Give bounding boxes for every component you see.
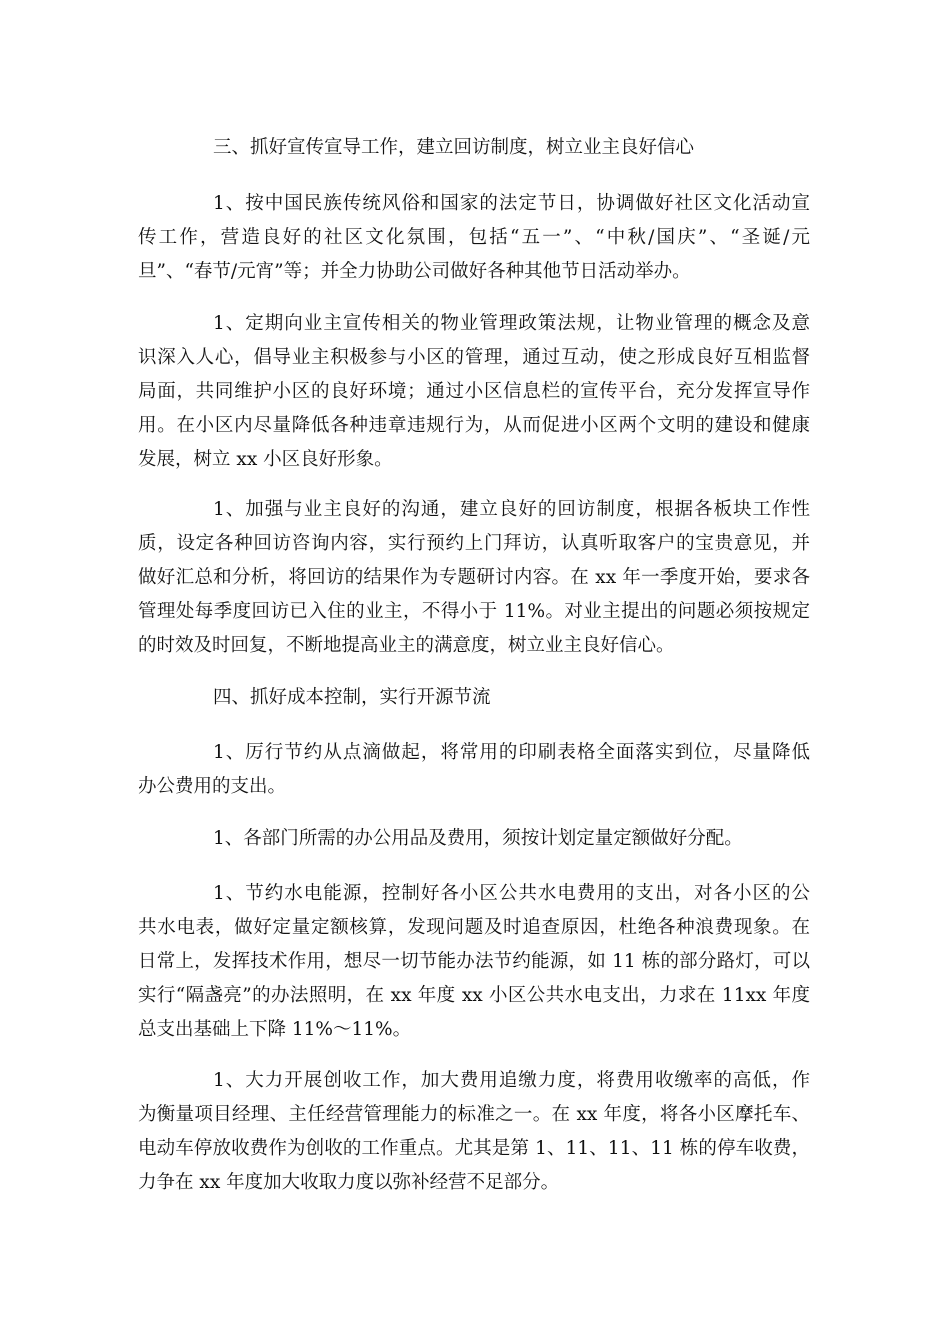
paragraph-printing-savings (138, 736, 810, 804)
paragraph-line: 办公费用的支出。 (138, 776, 287, 797)
paragraph-line: 质，设定各种回访咨询内容，实行预约上门拜访，认真听取客户的宝贵意见，并 (138, 533, 810, 554)
paragraph-line: 的时效及时回复，不断地提高业主的满意度，树立业主良好信心。 (138, 635, 675, 656)
section-3-heading (138, 131, 810, 165)
paragraph-line: 传工作，营造良好的社区文化氛围，包括“五一”、“中秋/国庆”、“圣诞/元 (138, 227, 810, 248)
paragraph-line: 总支出基础上下降 11%～11%。 (138, 1019, 412, 1040)
paragraph-line: 1、定期向业主宣传相关的物业管理政策法规，让物业管理的概念及意 (213, 313, 810, 334)
paragraph-line: 1、大力开展创收工作，加大费用追缴力度，将费用收缴率的高低，作 (213, 1070, 810, 1091)
paragraph-line: 做好汇总和分析，将回访的结果作为专题研讨内容。在 xx 年一季度开始，要求各 (138, 567, 810, 588)
paragraph-line: 管理处每季度回访已入住的业主，不得小于 11%。对业主提出的问题必须按规定 (138, 601, 810, 622)
paragraph-line: 实行“隔盏亮”的办法照明，在 xx 年度 xx 小区公共水电支出，力求在 11xx 年度 (138, 985, 810, 1006)
paragraph-line: 1、节约水电能源，控制好各小区公共水电费用的支出，对各小区的公 (213, 883, 810, 904)
heading-line: 三、抓好宣传宣导工作，建立回访制度，树立业主良好信心 (213, 137, 695, 158)
section-4-heading (138, 681, 810, 715)
paragraph-policy-publicity (138, 307, 810, 477)
paragraph-line: 为衡量项目经理、主任经营管理能力的标准之一。在 xx 年度，将各小区摩托车、 (138, 1104, 810, 1125)
paragraph-line: 电动车停放收费作为创收的工作重点。尤其是第 1、11、11、11 栋的停车收费， (138, 1138, 810, 1159)
heading-line: 四、抓好成本控制，实行开源节流 (213, 687, 491, 708)
paragraph-line: 用。在小区内尽量降低各种违章违规行为，从而促进小区两个文明的建设和健康 (138, 415, 810, 436)
paragraph-line: 1、厉行节约从点滴做起，将常用的印刷表格全面落实到位，尽量降低 (213, 742, 810, 763)
paragraph-line: 力争在 xx 年度加大收取力度以弥补经营不足部分。 (138, 1172, 560, 1193)
paragraph-holiday-activities (138, 187, 810, 289)
paragraph-line: 旦”、“春节/元宵”等；并全力协助公司做好各种其他节日活动举办。 (138, 261, 691, 282)
paragraph-line: 发展，树立 xx 小区良好形象。 (138, 449, 393, 470)
paragraph-line: 1、加强与业主良好的沟通，建立良好的回访制度，根据各板块工作性 (213, 499, 810, 520)
paragraph-line: 1、按中国民族传统风俗和国家的法定节日，协调做好社区文化活动宣 (213, 193, 810, 214)
paragraph-line: 识深入人心，倡导业主积极参与小区的管理，通过互动，使之形成良好互相监督 (138, 347, 810, 368)
paragraph-line: 日常上，发挥技术作用，想尽一切节能办法节约能源，如 11 栋的部分路灯，可以 (138, 951, 810, 972)
paragraph-energy-saving (138, 877, 810, 1047)
paragraph-office-supplies (138, 822, 810, 856)
paragraph-line: 共水电表，做好定量定额核算，发现问题及时追查原因，杜绝各种浪费现象。在 (138, 917, 810, 938)
paragraph-line: 1、各部门所需的办公用品及费用，须按计划定量定额做好分配。 (213, 828, 743, 849)
paragraph-line: 局面，共同维护小区的良好环境；通过小区信息栏的宣传平台，充分发挥宣导作 (138, 381, 810, 402)
paragraph-revenue-generation (138, 1064, 810, 1200)
paragraph-return-visits (138, 493, 810, 663)
